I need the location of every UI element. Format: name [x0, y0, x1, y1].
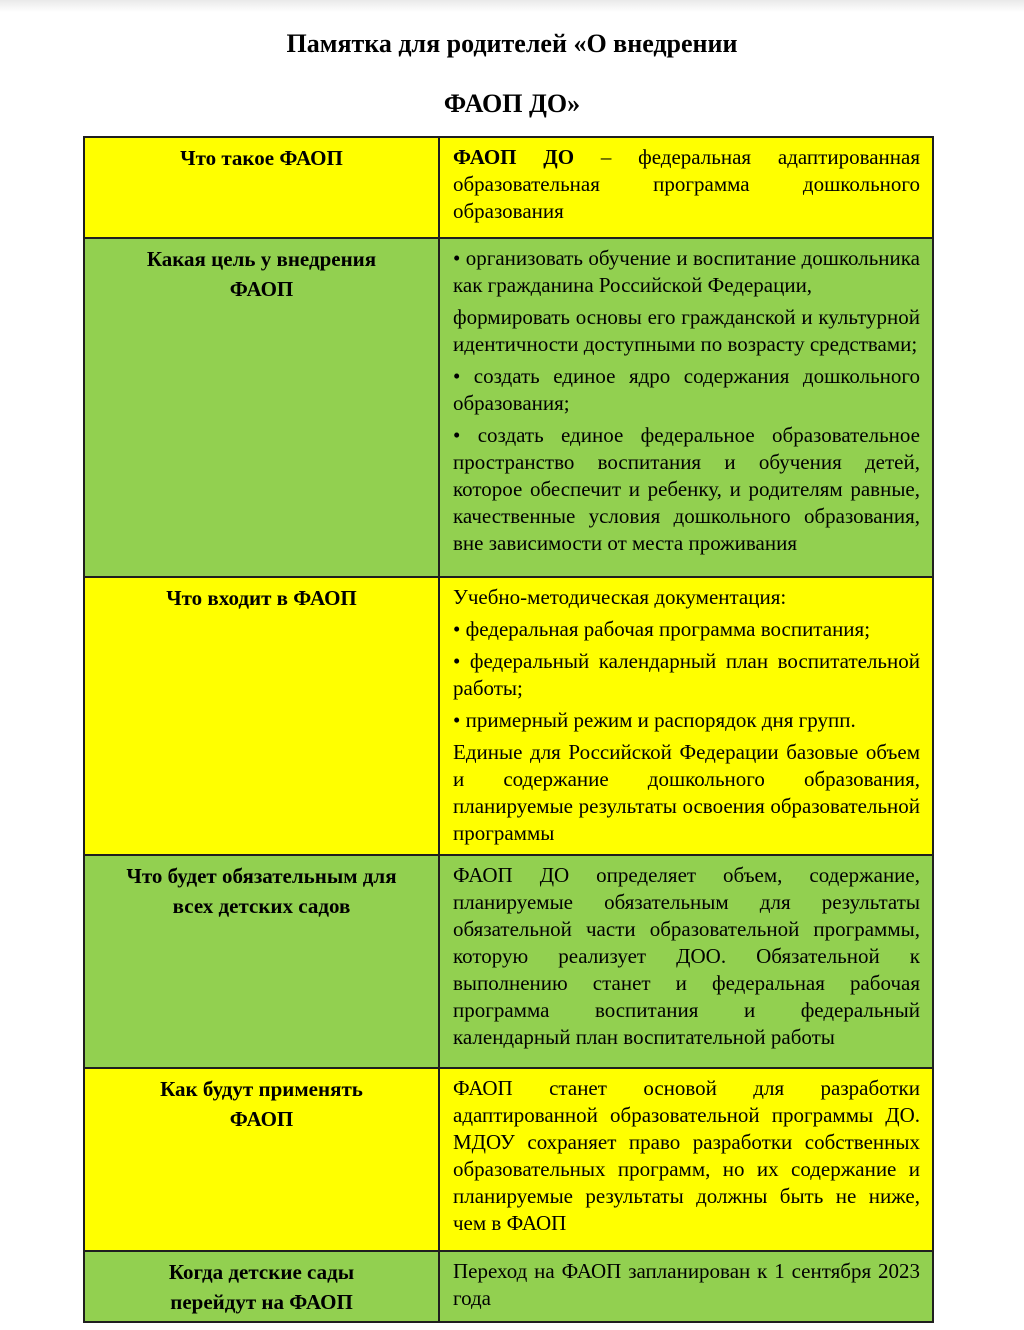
row-answer-cell: [439, 1068, 933, 1251]
answer-paragraph: • федеральный календарный план воспитательной работы;: [453, 649, 920, 700]
scan-edge-shadow: [0, 0, 1024, 12]
answer-paragraph: • организовать обучение и воспитание дошкольника как гражданина Российской Федерации,: [453, 246, 920, 297]
row-question-cell: [84, 238, 439, 577]
row-question-cell: [84, 137, 439, 238]
answer-paragraph: • создать единое ядро содержания дошкольного образования;: [453, 364, 920, 415]
answer-paragraph: Единые для Российской Федерации базовые объем и содержание дошкольного образования, планируемые результаты освоения образовательной программы: [453, 740, 920, 845]
table-row: [84, 1068, 933, 1251]
answer-paragraph: ФАОП ДО определяет объем, содержание, планируемые обязательным для результаты обязательной части образовательной программы, которую реализует ДОО. Обязательной к выполнению станет и федеральная рабочая программа воспитания и федеральный календарный план воспитательной работы: [453, 863, 920, 1049]
row-question-text: Когда детские сады: [168, 1260, 355, 1284]
table-row: [84, 855, 933, 1068]
answer-paragraph: ФАОП станет основой для разработки адаптированной образовательной программы ДО. МДОУ сохраняет право разработки собственных образовательных программ, но их содержание и планируемые результаты должны быть не ниже, чем в ФАОП: [453, 1076, 920, 1235]
answer-paragraph: • создать единое федеральное образовательное пространство воспитания и обучения детей, которое обеспечит и ребенку, и родителям равные, качественные условия дошкольного образования, вне зависимости от места проживания: [453, 423, 920, 555]
row-answer-cell: [439, 855, 933, 1068]
answer-paragraph: • федеральная рабочая программа воспитания;: [453, 617, 871, 641]
answer-paragraph: Переход на ФАОП запланирован к 1 сентября 2023 года: [453, 1259, 920, 1310]
page-title-line: ФАОП ДО»: [443, 89, 581, 118]
answer-text: – федеральная адаптированная образовательная программа дошкольного образования: [453, 145, 920, 223]
row-question-text: Какая цель у внедрения: [146, 247, 377, 271]
row-question-text: Что такое ФАОП: [180, 146, 343, 170]
answer-paragraph: Учебно-методическая документация:: [453, 585, 787, 609]
table-row: [84, 238, 933, 577]
row-question-cell: [84, 577, 439, 855]
row-question-text: всех детских садов: [172, 894, 351, 918]
row-question-text: перейдут на ФАОП: [170, 1290, 353, 1314]
page-title: [0, 0, 1024, 134]
answer-paragraph: формировать основы его гражданской и культурной идентичности доступными по возрасту средствами;: [453, 305, 920, 356]
row-question-text: ФАОП: [229, 1107, 294, 1131]
page-title-line: Памятка для родителей «О внедрении: [286, 29, 738, 58]
row-question-text: Как будут применять: [160, 1077, 363, 1101]
memo-table: [83, 136, 934, 1323]
row-answer-cell: [439, 238, 933, 577]
row-question-cell: [84, 855, 439, 1068]
row-question-cell: [84, 1068, 439, 1251]
table-row: [84, 137, 933, 238]
answer-paragraph: • примерный режим и распорядок дня групп.: [453, 708, 856, 732]
row-question-text: Что будет обязательным для: [126, 864, 397, 888]
row-question-cell: [84, 1251, 439, 1322]
row-answer-cell: [439, 1251, 933, 1322]
row-answer-cell: [439, 137, 933, 238]
row-question-text: ФАОП: [229, 277, 294, 301]
answer-lead-bold: ФАОП ДО: [453, 145, 575, 169]
table-row: [84, 577, 933, 855]
row-answer-cell: [439, 577, 933, 855]
row-question-text: Что входит в ФАОП: [166, 586, 357, 610]
table-row: [84, 1251, 933, 1322]
answer-paragraph: [453, 144, 920, 225]
